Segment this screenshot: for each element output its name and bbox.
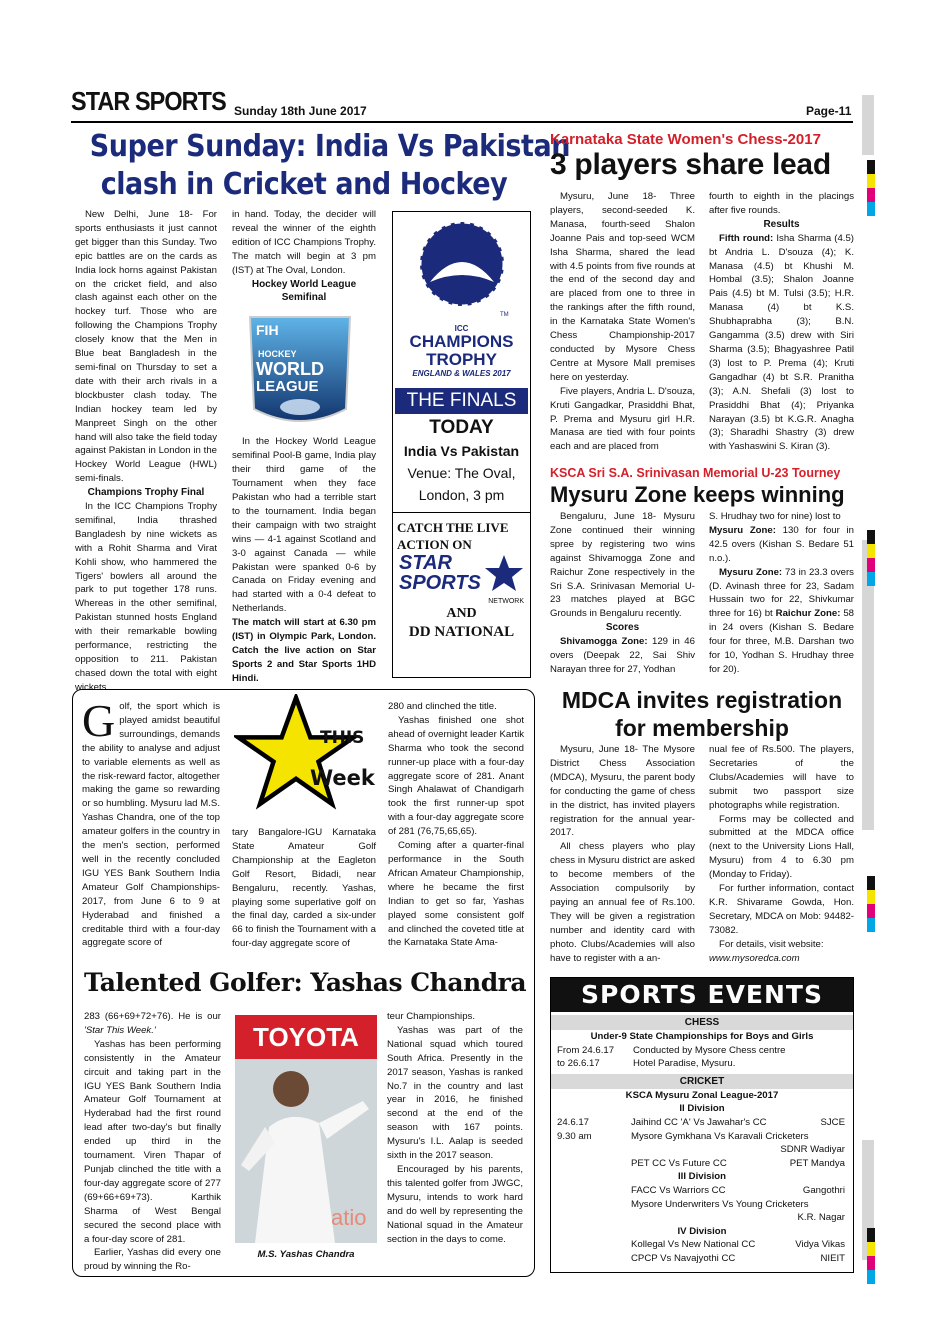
golf-paragraph: tary Bangalore-IGU Karnataka State Amateur Golf Championship at the Eagleton Golf Resort, Bidadi, near Bengaluru, recently. Yashas, playing some superlative golf on the final day, carded a six-under 66 to finish the Tournament with a four-day aggregate score of xyxy=(232,827,376,950)
fixture-match: CPCP Vs Navajyothi CC xyxy=(631,1252,736,1264)
fixture-row xyxy=(551,1238,853,1252)
lead-paragraph: in hand. Today, the decider will reveal the winner of the eighth edition of ICC Champions Trophy. The match will begin at 3 pm (IST) at The Oval, London. xyxy=(232,209,376,276)
chess-headline: 3 players share lead xyxy=(550,148,831,181)
lead-paragraph: In the ICC Champions Trophy semifinal, India thrashed Bangladesh by nine wickets as with a Rohit Sharma and Virat Kohli show, who hammered the Tigers' bowlers all around the park to put together 178 runs. Whereas in the other semifinal, Pakistan stunned hosts England with their remarkable bowling performance, restricting the opposition to 211. Pakistan chased down the total with eight wickets xyxy=(75,501,217,693)
fixture-row xyxy=(551,1116,853,1130)
photo-sign-fragment: atio xyxy=(331,1205,367,1230)
chess-fifth-round-text: Isha Sharma (4.5) bt Andria L. D'souza (4); K. Manasa (4.5) bt Khushi M. Hombal (3.5); Shalon Joanne Pais (4.5) bt M. Tulsi (3.5); H.R. Manasa (4) bt K.S. Shubhaprabha (3); B.N. Gangamma (3.5) drew with Siri Sharma (3.5); Bhagyashree Patil (3) lost to P. Prema (4); Kruti Gangadhar (4) bt S.R. Pranitha (3); A.N. Shefali (3) lost to Prasiddhi Bhat (4); Priyanka Narayan (3.5) bt K.G.R. Anagha (3); Sharadhi Shastry (3) drew with Yashaswini S. Kiran (3). xyxy=(709,232,855,453)
ksca-mz2-text: 73 in 23.3 overs (D. Avinash three for 23, Sadam Hussain two for 22, Shivkumar three for 16) bt xyxy=(709,566,854,620)
golf-paragraph: Yashas finished one shot ahead of overnight leader Kartik Sharma who took the second runner-up place with a four-day aggregate score of 281. Anant Singh Ahalawat of Chandigarh took the first runner-up spot with a four-day aggregate score of 281 (76,75,65,65). xyxy=(388,714,524,838)
champions-label: CHAMPIONS xyxy=(409,332,514,351)
fixture-venue: PET Mandya xyxy=(789,1157,845,1169)
event-detail: Hotel Paradise, Mysuru. xyxy=(633,1058,736,1070)
hwl-hockey: HOCKEY xyxy=(258,349,297,360)
fixture-row xyxy=(551,1198,853,1212)
events-chess-header: CHESS xyxy=(551,1015,853,1030)
ksca-headline: Mysuru Zone keeps winning xyxy=(550,482,845,507)
lead-paragraph-bold: The match will start at 6.30 pm (IST) in Olympic Park, London. Catch the live action on Star Sports 2 and Star Sports 1HD Hindi. xyxy=(232,617,376,684)
golf-star-quote: 'Star This Week.' xyxy=(84,1024,156,1036)
fixture-match: FACC Vs Warriors CC xyxy=(631,1184,726,1196)
margin-bar-top xyxy=(862,95,874,155)
star-word: STAR xyxy=(399,552,452,574)
chess-column-1 xyxy=(550,190,695,454)
mdca-paragraph: Mysuru, June 18- The Mysore District Chess Association (MDCA), Mysuru, the parent body for conducting the game of chess in the district, has invited players registration for the annual year-2017. xyxy=(550,744,695,839)
trophy-label: TROPHY xyxy=(426,350,497,369)
fixture-match: PET CC Vs Future CC xyxy=(631,1157,727,1169)
fixture-row xyxy=(551,1130,853,1144)
ksca-paragraph: Bengaluru, June 18- Mysuru Zone continued their winning spree by registering two wins against Shivamogga Zone and Raichur Zone respectively in the Sri S.A. Srinivasan Memorial U-23 matches played at BGC Grounds in Bengaluru recently. xyxy=(550,511,695,620)
ksca-mz1-text: 130 for four in 42.5 overs (Kishan S. Bedare 51 n.o.). xyxy=(709,524,854,564)
fixture-venue: SJCE xyxy=(820,1116,845,1128)
golf-bottom-column-3 xyxy=(387,1010,523,1246)
golf-paragraph: 280 and clinched the title. xyxy=(388,701,497,712)
events-cricket-title: KSCA Mysuru Zonal League-2017 xyxy=(625,1089,779,1101)
page-number: Page-11 xyxy=(806,104,852,118)
lead-headline-line1: Super Sunday: India Vs Pakistan xyxy=(89,129,571,164)
ksca-shiv-text: 129 in 46 overs (Deepak 22, Sai Shiv Narayan three for 27, Yodhan xyxy=(550,636,695,675)
golf-paragraph: Yashas has been performing consistently in the Amateur circuit and taking part in the IGU YES Bank Southern India Amateur Golf Tournament at Hyderabad had the first round lead after two-day's but finally ended up third in the tournament. Viren Thapar of Punjab clinched the title with a four-day aggregate score of 277 (69+66+69+73). Karthik Sharma of West Bengal secured the second place with a four-day score of 281. xyxy=(84,1038,221,1245)
ksca-column-2 xyxy=(709,510,854,677)
hwl-league: LEAGUE xyxy=(256,378,319,396)
lead-column-1 xyxy=(75,208,217,695)
header-rule xyxy=(71,121,853,123)
star-icon xyxy=(484,553,524,593)
chess-kicker: Karnataka State Women's Chess-2017 xyxy=(550,131,821,148)
masthead: STAR SPORTS xyxy=(71,86,226,116)
lead-paragraph: New Delhi, June 18- For sports enthusiasts it just cannot get bigger than this Sunday. Two epic battles are on the cards as India lock horns against Pakistan on the cricket field, and also clash against each other on the hockey turf. Those who are following the Champions Trophy closely know that the Men in Blue beat Bangladesh in the semi-final on Thursday to set a date with their arch rivals in a blockbuster clash today. The Indian hockey team led by Manpreet Singh on the other hand will also take the field today against Pakistan in London in the Hockey World League (HWL) semi-finals. xyxy=(75,209,217,485)
icc-label: ICC xyxy=(454,324,469,333)
mdca-paragraph: All chess players who play chess in Mysuru district are asked to become members of the Association compulsorily by paying an annual fee of Rs.100. They will be given a registration number and identity card with photo. Clubs/Academies will also have to register with a an- xyxy=(550,841,695,964)
chess-column-2 xyxy=(709,190,854,454)
lead-subhead-hockey-2: Semifinal xyxy=(281,292,327,304)
golf-paragraph: olf, the sport which is played amidst beautiful surroundings, demands the ability to analyse and adjust to variable elements as well as the risk-reward factor, altogether making the game so rewarding or so humbling. Mysuru lad M.S. Yashas Chandra, one of the top amateur golfers in the country in the men's section, performed well in the recently concluded IGU YES Bank Southern India Amateur Golf Championships-2017, from June 6 to 9 at Hyderabad and finished a creditable third with a four-day aggregate score of xyxy=(82,701,220,949)
events-cricket-header: CRICKET xyxy=(551,1074,853,1089)
hockey-world-league-logo xyxy=(244,311,356,431)
fixture-time: 9.30 am xyxy=(557,1130,592,1142)
golfer-photo xyxy=(235,1015,377,1243)
mdca-website-link[interactable]: www.mysoredca.com xyxy=(709,952,800,964)
mdca-column-1 xyxy=(550,743,695,966)
fixture-match: Mysore Gymkhana Vs Karavali Cricketers xyxy=(631,1130,809,1142)
chess-paragraph: Five players, Andria L. D'souza, Kruti Gangadkar, Prasiddhi Bhat, P. Prema and Mysuru girl H.R. Manasa are tied with four points each and are placed from xyxy=(550,385,695,453)
ksca-mz1-label: Mysuru Zone: xyxy=(709,524,776,536)
event-date: From 24.6.17 xyxy=(557,1044,615,1056)
finals-box xyxy=(392,211,531,678)
golf-paragraph: teur Championships. xyxy=(387,1011,475,1022)
photo-banner: TOYOTA xyxy=(235,1015,377,1059)
dd-national-label: DD NATIONAL xyxy=(408,624,515,640)
catch-line-1: CATCH THE LIVE xyxy=(397,520,509,535)
golf-column-1 xyxy=(82,695,220,950)
icc-logo xyxy=(393,212,530,324)
fixture-row xyxy=(551,1157,853,1171)
badge-this: THIS xyxy=(320,728,365,748)
lead-column-2 xyxy=(232,208,376,686)
golf-bottom-column-1 xyxy=(84,1010,221,1274)
finals-time: London, 3 pm xyxy=(418,487,505,503)
mdca-paragraph: For details, visit website: xyxy=(719,938,824,950)
and-label: AND xyxy=(446,606,477,621)
fixture-match: Jaihind CC 'A' Vs Jawahar's CC xyxy=(631,1116,767,1128)
star-sports-logo xyxy=(393,553,530,605)
event-date: to 26.6.17 xyxy=(557,1058,600,1070)
golf-paragraph: Yashas was part of the National squad which toured South Africa. Presently in the 2017 season, Yashas is ranked No.7 in the country and last year in 2016, he finished second at the end of the season with 167 points. Mysuru's I.L. Aalap is seeded sixth in the 2017 season. xyxy=(387,1024,523,1162)
sports-word: SPORTS xyxy=(399,572,481,594)
ksca-column-1 xyxy=(550,510,695,677)
ksca-mz2-label: Mysuru Zone: xyxy=(719,566,783,578)
issue-date: Sunday 18th June 2017 xyxy=(234,104,367,118)
golf-headline: Talented Golfer: Yashas Chandra xyxy=(84,968,527,997)
events-division-4: IV Division xyxy=(677,1225,727,1237)
lead-paragraph: In the Hockey World League semifinal Pool-B game, India play their third game of the Tournament when they face Pakistan who had a terrible start to the tournament. India began their campaign with two straight wins — 4-1 against Scotland and 3-0 against Canada — while Pakistan were spanked 0-6 by Canada on Friday evening and had started with a 0-4 defeat to Netherlands. xyxy=(232,436,376,615)
fixture-venue: Vidya Vikas xyxy=(795,1239,845,1251)
photo-caption: M.S. Yashas Chandra xyxy=(257,1249,355,1260)
golf-drop-cap: G xyxy=(82,695,116,746)
finals-today: TODAY xyxy=(429,417,494,438)
golf-paragraph: Earlier, Yashas did every one proud by winning the Ro- xyxy=(84,1247,221,1273)
catch-line-2: ACTION ON xyxy=(397,537,472,552)
lead-headline xyxy=(66,128,571,204)
sports-events-box xyxy=(550,977,854,1273)
hwl-world: WORLD xyxy=(256,359,324,380)
events-chess-row xyxy=(551,1057,853,1071)
fixture-row xyxy=(551,1184,853,1198)
hwl-fih: FIH xyxy=(256,322,279,339)
ksca-scores-label: Scores xyxy=(605,622,640,634)
fixture-match: Kollegal Vs New National CC xyxy=(631,1239,756,1251)
fixture-row xyxy=(551,1143,853,1157)
tm-mark: TM xyxy=(499,312,509,318)
fixture-venue: Gangothri xyxy=(802,1184,845,1196)
mdca-headline-line1: MDCA invites registration xyxy=(561,687,843,713)
ksca-shiv-label: Shivamogga Zone: xyxy=(560,636,648,648)
fixture-venue: SDNR Wadiyar xyxy=(780,1144,845,1156)
fixture-match: Mysore Underwriters Vs Young Cricketers xyxy=(631,1198,809,1210)
this-week-badge xyxy=(234,694,380,818)
finals-banner: THE FINALS xyxy=(395,388,528,414)
chess-fifth-round-label: Fifth round: xyxy=(719,232,774,244)
mdca-paragraph: For further information, contact K.R. Shivarame Gowda, Hon. Secretary, MDCA on Mob: 94482-73082. xyxy=(709,883,854,936)
ksca-raichur-text: 58 in 24 overs (Kishan S. Bedare four for three, M.B. Darshan two for 10, Yodhan S. Hrudhay three for 20). xyxy=(709,608,855,675)
ksca-paragraph: S. Hrudhay two for nine) lost to xyxy=(709,511,841,522)
mdca-paragraph: Forms may be collected and submitted at the MDCA office (next to the University Lions Hall, Mysuru) from 4 to 6.30 pm (Monday to Friday). xyxy=(709,813,854,881)
ksca-raichur-label: Raichur Zone: xyxy=(775,608,841,620)
events-division-3: III Division xyxy=(678,1171,726,1183)
event-detail: Conducted by Mysore Chess centre xyxy=(633,1044,786,1056)
events-chess-title: Under-9 State Championships for Boys and Girls xyxy=(590,1031,814,1042)
badge-week: Week xyxy=(310,766,375,790)
golf-paragraph: Encouraged by his parents, this talented golfer from JWGC, Mysuru, intends to work hard and do well by representing the National squad in the Amateur section in the days to come. xyxy=(387,1163,523,1245)
location-label: ENGLAND & WALES 2017 xyxy=(412,369,511,378)
fixture-venue: K.R. Nagar xyxy=(797,1212,845,1224)
lead-headline-line2: clash in Cricket and Hockey xyxy=(100,167,508,202)
finals-venue: Venue: The Oval, xyxy=(407,465,516,481)
finals-match: India Vs Pakistan xyxy=(403,443,520,459)
chess-results-label: Results xyxy=(763,218,800,230)
sports-events-title: SPORTS EVENTS xyxy=(551,978,853,1012)
mdca-column-2 xyxy=(709,743,854,966)
mdca-headline xyxy=(548,686,856,742)
events-chess-row xyxy=(551,1044,853,1058)
golf-column-2 xyxy=(232,826,376,951)
network-word: NETWORK xyxy=(488,598,524,605)
ksca-kicker: KSCA Sri S.A. Srinivasan Memorial U-23 Tourney xyxy=(550,466,841,480)
lead-subhead-champions: Champions Trophy Final xyxy=(87,487,205,499)
golf-score-text: 283 (66+69+72+76). He is our xyxy=(84,1011,221,1022)
chess-paragraph: Mysuru, June 18- Three players, second-seeded K. Manasa, fourth-seed Shalon Joanne Pais and top-seed WCM Isha Sharma, shared the lead with 4.5 points from five rounds at the end of the second day and are placed from one to three in the rankings after the fifth round, in the Karnataka State Women's Chess Championship-2017 conducted by Mysore Chess Centre at Mysore Mall premises here on yesterday. xyxy=(550,191,695,383)
mdca-headline-line2: for membership xyxy=(615,715,789,741)
chess-paragraph: fourth to eighth in the placings after five rounds. xyxy=(709,191,854,216)
lead-subhead-hockey: Hockey World League xyxy=(251,278,357,290)
events-division-2: II Division xyxy=(679,1103,725,1115)
fixture-row xyxy=(551,1252,853,1266)
fixture-date: 24.6.17 xyxy=(557,1116,590,1128)
mdca-paragraph: nual fee of Rs.500. The players, Secretaries of the Clubs/Academies will have to submit two passport size photographs while registration. xyxy=(709,744,854,811)
golf-paragraph: Coming after a quarter-final performance in the South African Amateur Championship, where he became the first Indian to get so far, Yashas played some consistent golf and clinched the coveted title at the Karnataka State Ama- xyxy=(388,840,524,949)
fixture-venue: NIEIT xyxy=(820,1252,845,1264)
fixture-row xyxy=(551,1211,853,1225)
golf-column-3 xyxy=(388,700,524,950)
